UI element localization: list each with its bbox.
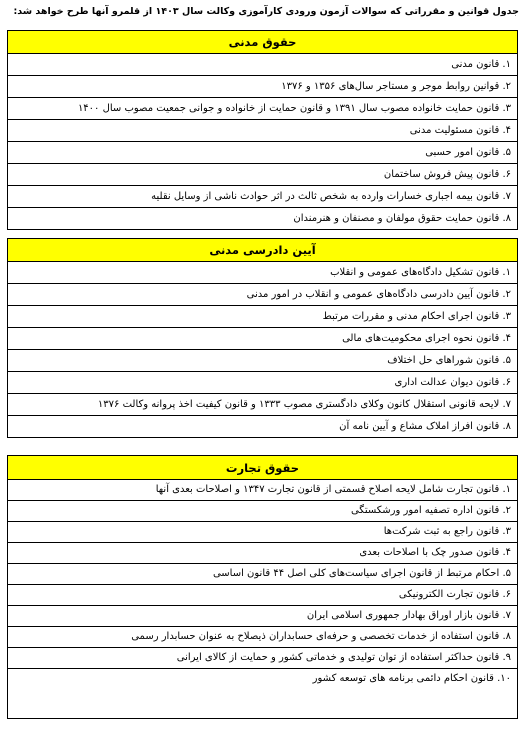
table-row	[8, 208, 518, 230]
row-text: ۹. قانون حداکثر استفاده از توان تولیدی و خدماتی کشور و حمایت از کالای ایرانی	[176, 652, 511, 663]
table-row	[8, 142, 518, 164]
table-row	[8, 564, 518, 585]
table-row	[8, 76, 518, 98]
row-text: ۳. قانون راجع به ثبت شرکت‌ها	[383, 526, 511, 537]
table-row	[8, 416, 518, 438]
table-row	[8, 501, 518, 522]
row-text: ۶. قانون دیوان عدالت اداری	[394, 376, 511, 388]
row-text: ۲. قانون اداره تصفیه امور ورشکستگی	[350, 505, 511, 516]
row-text: ۳. قانون حمایت خانواده مصوب سال ۱۳۹۱ و قانون حمایت از خانواده و جوانی جمعیت مصوب سال ۱۴۰۰	[77, 102, 511, 114]
row-text: ۲. قوانین روابط موجر و مستاجر سال‌های ۱۳۵۶ و ۱۳۷۶	[281, 80, 511, 92]
table-row	[8, 164, 518, 186]
row-text: ۸. قانون افراز املاک مشاع و آیین نامه آن	[339, 420, 511, 432]
commercial-law-header: حقوق تجارت	[8, 456, 518, 480]
civil-procedure-table	[7, 238, 518, 438]
row-text: ۸. قانون حمایت حقوق مولفان و مصنفان و هنرمندان	[293, 212, 511, 224]
civil-law-table	[7, 30, 518, 230]
table-row	[8, 648, 518, 669]
row-text: ۱. قانون تجارت شامل لایحه اصلاح قسمتی از قانون تجارت ۱۳۴۷ و اصلاحات بعدی آنها	[155, 484, 511, 495]
table-row	[8, 522, 518, 543]
table-row	[8, 543, 518, 564]
row-text: ۴. قانون صدور چک با اصلاحات بعدی	[359, 547, 511, 558]
table-row	[8, 350, 518, 372]
table-row	[8, 606, 518, 627]
row-text: ۷. قانون بیمه اجباری خسارات وارده به شخص ثالث در اثر حوادث ناشی از وسایل نقلیه	[151, 190, 511, 202]
row-text: ۱. قانون تشکیل دادگاه‌های عمومی و انقلاب	[330, 266, 511, 278]
civil-law-header: حقوق مدنی	[8, 31, 518, 54]
table-row	[8, 54, 518, 76]
row-text: ۴. قانون مسئولیت مدنی	[409, 124, 511, 136]
table-row	[8, 480, 518, 501]
row-text: ۸. قانون استفاده از خدمات تخصصی و حرفه‌ای حسابداران ذیصلاح به عنوان حسابدار رسمی	[131, 631, 511, 642]
table-row	[8, 186, 518, 208]
row-text: ۳. قانون اجرای احکام مدنی و مقررات مرتبط	[322, 310, 511, 322]
row-text: ۷. لایحه قانونی استقلال کانون وکلای دادگستری مصوب ۱۳۳۳ و قانون کیفیت اخذ پروانه وکالت ۱۳۷۶	[97, 398, 511, 410]
page-title: جدول قوانین و مقرراتی که سوالات آزمون ورودی کارآموزی وکالت سال ۱۴۰۳ از قلمرو آنها طرح خواهد شد:	[13, 6, 519, 17]
row-text: ۴. قانون نحوه اجرای محکومیت‌های مالی	[342, 332, 511, 344]
table-row	[8, 585, 518, 606]
row-text: ۵. قانون امور حسبی	[425, 146, 511, 158]
row-text: ۵. احکام مرتبط از قانون اجرای سیاست‌های کلی اصل ۴۴ قانون اساسی	[212, 568, 511, 579]
row-text: ۱. قانون مدنی	[451, 58, 511, 70]
table-row	[8, 262, 518, 284]
table-row	[8, 372, 518, 394]
row-text: ۷. قانون بازار اوراق بهادار جمهوری اسلامی ایران	[306, 610, 511, 621]
commercial-law-table	[7, 455, 518, 719]
row-text: ۶. قانون تجارت الکترونیکی	[398, 589, 511, 600]
row-text: ۱۰. قانون احکام دائمی برنامه های توسعه کشور	[312, 673, 511, 684]
civil-procedure-header: آیین دادرسی مدنی	[8, 239, 518, 262]
table-row	[8, 120, 518, 142]
table-row	[8, 306, 518, 328]
table-row	[8, 669, 518, 719]
row-text: ۵. قانون شوراهای حل اختلاف	[387, 354, 511, 366]
row-text: ۶. قانون پیش فروش ساختمان	[383, 168, 511, 180]
table-row	[8, 627, 518, 648]
row-text: ۲. قانون آیین دادرسی دادگاه‌های عمومی و انقلاب در امور مدنی	[246, 288, 511, 300]
table-row	[8, 394, 518, 416]
table-row	[8, 98, 518, 120]
table-row	[8, 284, 518, 306]
table-row	[8, 328, 518, 350]
